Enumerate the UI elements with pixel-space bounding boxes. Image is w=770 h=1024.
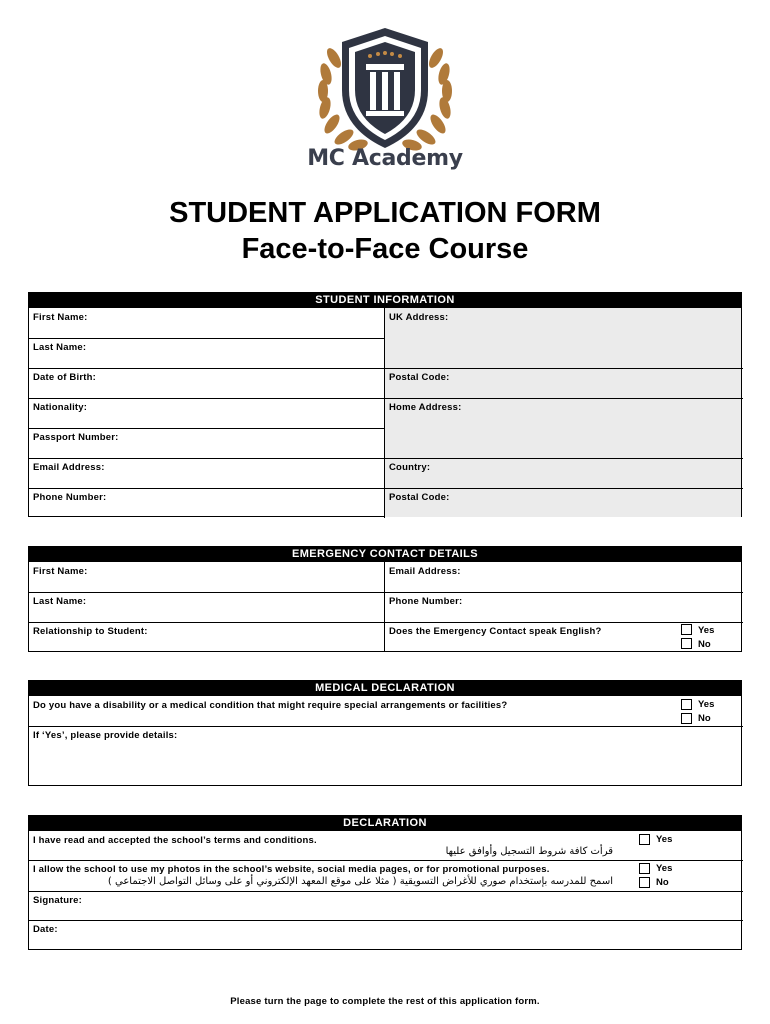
country-label: Country: (389, 462, 431, 473)
country-field[interactable] (385, 458, 741, 488)
ec-last-name-label: Last Name: (33, 596, 87, 607)
relationship-label: Relationship to Student: (33, 626, 148, 637)
student-information-section (28, 292, 742, 517)
terms-arabic-label: قرأت كافة شروط التسجيل وأوافق عليها (445, 846, 613, 857)
photos-yes-label: Yes (656, 863, 673, 874)
english-question-label: Does the Emergency Contact speak English? (389, 626, 602, 637)
ec-first-name-label: First Name: (33, 566, 88, 577)
section-heading: STUDENT INFORMATION (29, 293, 741, 308)
last-name-label: Last Name: (33, 342, 87, 353)
dob-label: Date of Birth: (33, 372, 96, 383)
photos-arabic-label: اسمح للمدرسه بإستخدام صوري للأغراض التسويقية ( مثلا على موقع المعهد الإلكتروني أو على وسائل التواصل الاجتماعي ) (107, 876, 613, 887)
medical-yes-label: Yes (698, 699, 715, 710)
medical-no-label: No (698, 713, 711, 724)
medical-details-label: If ‘Yes’, please provide details: (33, 730, 178, 741)
passport-label: Passport Number: (33, 432, 119, 443)
photos-no-label: No (656, 877, 669, 888)
medical-declaration-section (28, 680, 742, 786)
section-heading: MEDICAL DECLARATION (29, 681, 741, 696)
nationality-label: Nationality: (33, 402, 88, 413)
brand-name: MC Academy (307, 146, 463, 171)
signature-label: Signature: (33, 895, 82, 906)
ec-email-label: Email Address: (389, 566, 461, 577)
photos-yes-checkbox[interactable] (639, 863, 650, 874)
medical-question-label: Do you have a disability or a medical condition that might require special arrangements or facilities? (33, 700, 508, 711)
uk-address-label: UK Address: (389, 312, 449, 323)
section-heading: EMERGENCY CONTACT DETAILS (29, 547, 741, 562)
form-subtitle: Face-to-Face Course (241, 233, 529, 265)
medical-no-checkbox[interactable] (681, 713, 692, 724)
section-heading: DECLARATION (29, 816, 741, 831)
form-title: STUDENT APPLICATION FORM (169, 197, 601, 229)
date-label: Date: (33, 924, 58, 935)
terms-label: I have read and accepted the school’s terms and conditions. (33, 835, 317, 846)
medical-yes-checkbox[interactable] (681, 699, 692, 710)
terms-yes-label: Yes (656, 834, 673, 845)
photos-no-checkbox[interactable] (639, 877, 650, 888)
home-address-label: Home Address: (389, 402, 462, 413)
english-yes-checkbox[interactable] (681, 624, 692, 635)
terms-yes-checkbox[interactable] (639, 834, 650, 845)
english-no-label: No (698, 639, 711, 650)
emergency-contact-section (28, 546, 742, 652)
first-name-label: First Name: (33, 312, 88, 323)
postal-code-label: Postal Code: (389, 372, 450, 383)
photos-label: I allow the school to use my photos in the school’s website, social media pages, or for promotional purposes. (33, 864, 550, 875)
ec-phone-label: Phone Number: (389, 596, 463, 607)
english-no-checkbox[interactable] (681, 638, 692, 649)
declaration-section (28, 815, 742, 950)
footer-note: Please turn the page to complete the rest of this application form. (230, 996, 540, 1007)
phone-label: Phone Number: (33, 492, 107, 503)
email-label: Email Address: (33, 462, 105, 473)
postal-code-2-label: Postal Code: (389, 492, 450, 503)
english-yes-label: Yes (698, 625, 715, 636)
